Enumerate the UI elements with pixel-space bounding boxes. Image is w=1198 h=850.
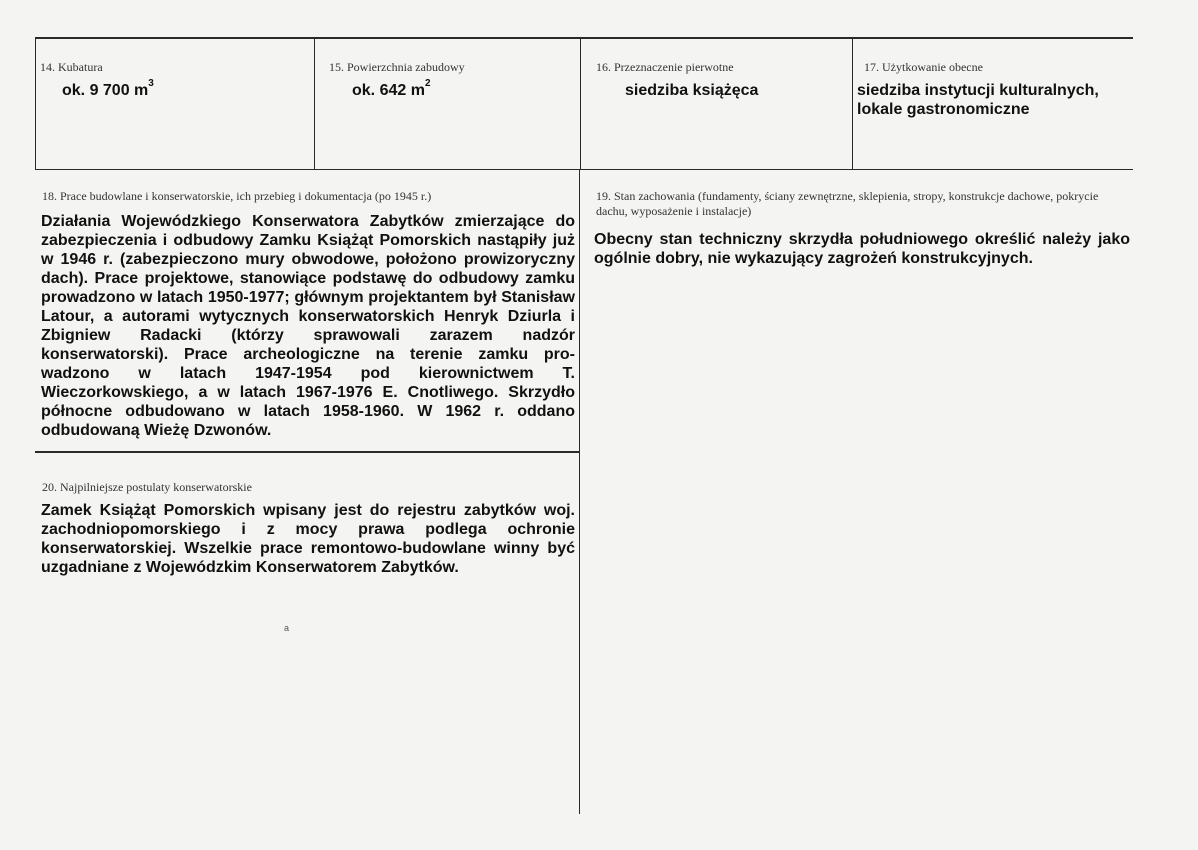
stray-mark: a bbox=[284, 623, 290, 633]
field-14-value bbox=[62, 78, 154, 100]
field-20-text: Zamek Książąt Pomorskich wpisany jest do rejestru zabytków woj. zachodniopomorskiego i z mocy prawa podlega ochronie konserwatorskiej. Wszelkie prace remontowo-budowlane winny być uzgadniane z Wojewódzkim Konserwatorem Zabytków. bbox=[41, 502, 575, 576]
divider-16-17 bbox=[852, 38, 853, 170]
field-19-label: 19. Stan zachowania (fundamenty, ściany zewnętrzne, sklepienia, stropy, konstrukcje dachowe, pokrycie dachu, wyposażenie i instalacje) bbox=[596, 189, 1099, 218]
field-15-value bbox=[352, 78, 431, 100]
top-border bbox=[35, 37, 1133, 39]
field-15-label: 15. Powierzchnia zabudowy bbox=[329, 60, 465, 74]
section18-bottom-border bbox=[35, 451, 580, 453]
field-14-label: 14. Kubatura bbox=[40, 60, 103, 74]
row1-bottom-border bbox=[35, 169, 1133, 170]
center-divider bbox=[579, 170, 580, 814]
divider-14-15 bbox=[314, 38, 315, 170]
divider-15-16 bbox=[580, 38, 581, 170]
field-16-label: 16. Przeznaczenie pierwotne bbox=[596, 60, 734, 74]
field-20-label: 20. Najpilniejsze postulaty konserwatorskie bbox=[42, 480, 252, 494]
field-15-number: ok. 642 m bbox=[352, 82, 425, 99]
field-17-value: siedziba instytucji kulturalnych, lokale gastronomiczne bbox=[857, 82, 1099, 118]
field-18-text: Działania Wojewódzkiego Konserwatora Zabytków zmierzające do zabezpieczenia i odbudowy Zamku Książąt Pomorskich nastąpiły już w 1946 r. (zabezpieczono mury obwodowe, położono prowizoryczny dach). Prace projektowe, stanowiące podstawę do odbudowy zamku prowadzono w latach 1950-1977; głównym projektantem był Stanisław Latour, a autorami wytycznych konserwatorskich Henryk Dziurla i Zbigniew Radacki (którzy sprawowali zarazem nadzór konserwatorski). Prace archeologiczne na terenie zamku pro-wadzono w latach 1947-1954 pod kierownictwem T. Wieczorkowskiego, a w latach 1967-1976 E. Cnotliwego. Skrzydło północne odbudowano w latach 1958-1960. W 1962 r. oddano odbudowaną Wieżę Dzwonów. bbox=[41, 213, 575, 439]
field-18-label: 18. Prace budowlane i konserwatorskie, ich przebieg i dokumentacja (po 1945 r.) bbox=[42, 189, 432, 203]
field-14-unit-exponent: 3 bbox=[148, 78, 154, 89]
field-17-label: 17. Użytkowanie obecne bbox=[864, 60, 983, 74]
field-16-value: siedziba książęca bbox=[625, 82, 759, 99]
left-border bbox=[35, 38, 36, 170]
field-19-text: Obecny stan techniczny skrzydła południowego określić należy jako ogólnie dobry, nie wykazujący zagrożeń konstrukcyjnych. bbox=[594, 231, 1130, 267]
field-15-unit-exponent: 2 bbox=[424, 78, 431, 89]
field-14-number: ok. 9 700 m bbox=[62, 82, 149, 99]
